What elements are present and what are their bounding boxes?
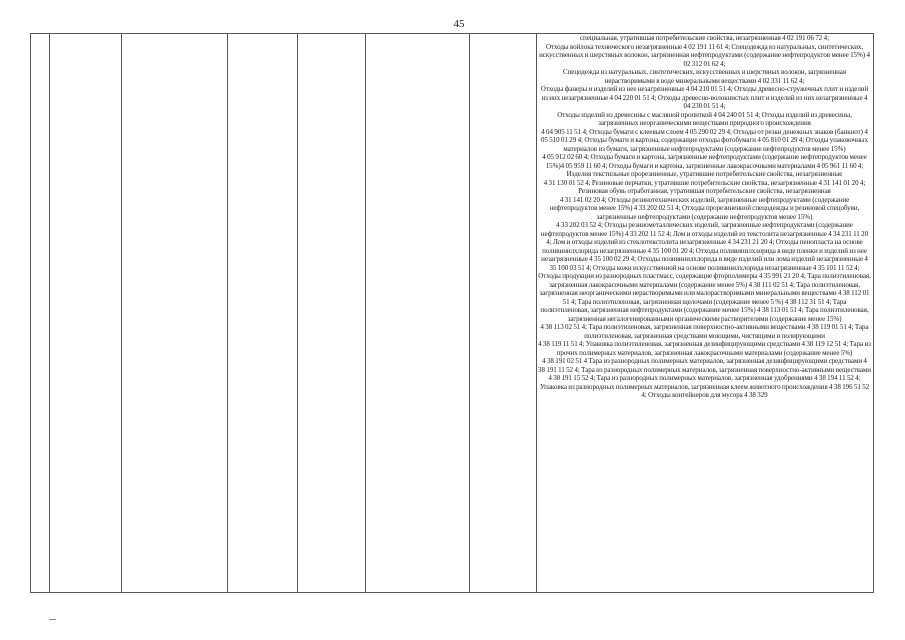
- column-divider: [227, 33, 228, 593]
- waste-list-cell: [536, 34, 873, 592]
- waste-list-paragraph: 4 31 130 01 52 4; Резиновые перчатки, утратившие потребительские свойства, незагрязненные 4 31 141 01 20 4; Резиновая обувь отработанная, утратившая потребительские свойства, незагрязненная: [543, 178, 866, 195]
- waste-list-paragraph: Отходы войлока технического незагрязненные 4 02 191 11 61 4; Спецодежда из натуральных, синтетических, искусственных и шерстяных волокон, загрязненная нефтепродуктами (содержание нефтепродуктов менее 15%) 4 02 312 01 62 4;: [539, 42, 870, 68]
- column-divider: [121, 33, 122, 593]
- waste-list-paragraph: 4 31 141 02 20 4; Отходы резинотехнических изделий, загрязненные нефтепродуктами (содержание нефтепродуктов менее 15%) 4 33 202 02 51 4; Отходы прорезиненной спецодежды и резиновой спецобуви, загрязненные нефтепродуктами (содержание нефтепродуктов менее 15%): [549, 195, 860, 221]
- scan-mark: [49, 619, 56, 620]
- page-number: 45: [453, 18, 465, 30]
- waste-list-paragraph: 4 38 113 02 51 4; Тара полиэтиленовая, загрязненная поверхностно-активными веществами 4 38 119 01 51 4; Тара полиэтиленовая, загрязненная средствами моющими, чистящими и полирующими: [540, 323, 869, 340]
- waste-list-paragraph: Отходы изделий из древесины с масляной пропиткой 4 04 240 01 51 4; Отходы изделий из древесины, загрязненных неорганическими веществами природного происхождения: [557, 110, 852, 127]
- waste-list-paragraph: 4 38 119 11 51 4; Упаковка полиэтиленовая, загрязненная дезинфицирующими средствами 4 38 119 12 51 4; Тара из прочих полимерных материалов, загрязненная лакокрасочными материалами (содержание менее 5%): [538, 340, 871, 357]
- waste-list-paragraph: Отходы фанеры и изделий из нее незагрязненные 4 04 210 01 51 4; Отходы древесно-стружечных плит и изделий из них незагрязненные 4 04 220 01 51 4; Отходы древесно-волокнистых плит и изделий из них незагрязненные 4 04 230 01 51 4;: [540, 85, 869, 110]
- waste-list-paragraph: 4 05 912 02 60 4; Отходы бумаги и картона, загрязненные нефтепродуктами (содержание нефтепродуктов менее 15%)4 05 959 11 60 4; Отходы бумаги и картона, загрязненные лакокрасочными материалами 4 05 961 11 60 4; Изделия текстильные прорезиненные, утратившие потребительские свойства, незагрязненные: [542, 153, 867, 178]
- column-divider: [469, 33, 470, 593]
- waste-list-paragraph: 4 33 202 03 52 4; Отходы резинометаллических изделий, загрязненные нефтепродуктами (содержание нефтепродуктов менее 15%) 4 33 202 11 52 4; Лом и отходы изделий из текстолита незагрязненные 4 34 231 11 20 4; Лом и отходы изделий из стеклотекстолита незагрязненные 4 34 231 21 20 4; Отходы пенопласта на основе поливинилхлорида незагрязненные 4 35 100 01 20 4; Отходы поливинилхлорида в виде пленки и изделий из нее незагрязненные 4 35 100 02 29 4; Отходы поливинилхлорида в виде изделий или лома изделий незагрязненные 4 35 100 03 51 4; Отходы кожи искусственной на основе поливинилхлорида незагрязненные 4 35 101 11 52 4; Отходы продукции из разнородных пластмасс, содержащие фторполимеры 4 35 991 21 20 4; Тара полиэтиленовая, загрязненная лакокрасочными материалами (содержание менее 5%) 4 38 111 02 51 4; Тара полиэтиленовая, загрязненная неорганическими нерастворимыми или малорастворимыми минеральными веществами 4 38 112 01 51 4; Тара полиэтиленовая, загрязненная щелочами (содержание менее 5 %) 4 38 112 31 51 4; Тара полиэтиленовая, загрязненная нефтепродуктами (содержание менее 15%) 4 38 113 01 51 4; Тара полиэтиленовая, загрязненная негалогенированными органическими растворителями (содержание менее 15%): [538, 221, 871, 323]
- table-bottom-border: [30, 592, 874, 593]
- waste-list-paragraph: 4 04 905 11 51 4; Отходы бумаги с клеевым слоем 4 05 290 02 29 4; Отходы от резки денежных знаков (банкнот) 4 05 510 01 29 4; Отходы бумаги и картона, содержащие отходы фотобумаги 4 05 810 01 29 4; Отходы упаковочных материалов из бумаги, загрязненные нефтепродуктами (содержание нефтепродуктов менее 15%): [540, 127, 869, 153]
- waste-list-paragraph: Спецодежда из натуральных, синтетических, искусственных и шерстяных волокон, загрязненная нерастворимыми в воде минеральными веществами 4 02 331 11 62 4;: [562, 68, 847, 85]
- column-divider: [873, 33, 874, 593]
- column-divider: [365, 33, 366, 593]
- column-divider: [297, 33, 298, 593]
- column-divider: [49, 33, 50, 593]
- column-divider: [30, 33, 31, 593]
- waste-list-paragraph: специальная, утратившая потребительские свойства, незагрязненная 4 02 191 06 72 4;: [580, 34, 829, 42]
- waste-list-paragraph: 4 38 191 02 51 4 Тара из разнородных полимерных материалов, загрязненная дезинфицирующими средствами 4 38 191 11 52 4; Тара из разнородных полимерных материалов, загрязненная поверхностно-активными веществами 4 38 191 15 52 4; Тара из разнородных полимерных материалов, загрязненная удобрениями 4 38 194 11 52 4; Упаковка из разнородных полимерных материалов, загрязненная клеем животного происхождения 4 38 196 51 52 4; Отходы контейнеров для мусора 4 38 329: [538, 357, 871, 399]
